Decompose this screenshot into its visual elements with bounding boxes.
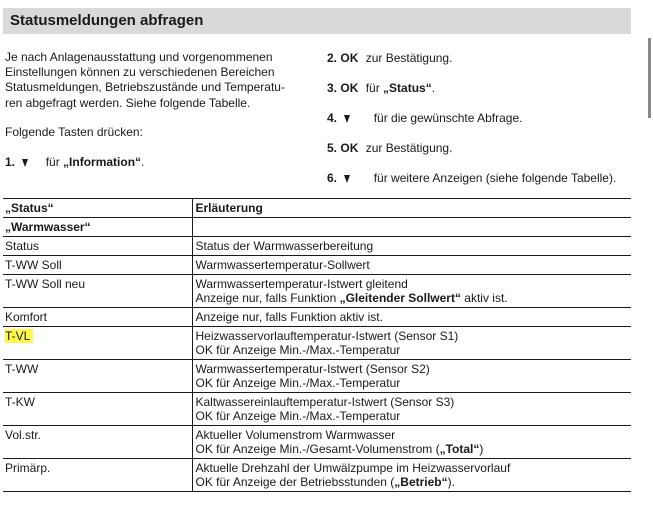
table-row bbox=[3, 256, 631, 275]
status-explanation bbox=[192, 327, 631, 360]
ok-key: OK bbox=[340, 81, 359, 95]
status-explanation bbox=[192, 256, 631, 275]
column-header-status: „Status“ bbox=[3, 199, 192, 218]
explanation-text: OK für Anzeige der Betriebsstunden ( bbox=[195, 475, 395, 489]
step-number: 2. bbox=[327, 51, 338, 65]
page-title: Statusmeldungen abfragen bbox=[10, 12, 204, 29]
explanation-line bbox=[196, 291, 630, 305]
step-number: 3. bbox=[327, 81, 338, 95]
step-post: . bbox=[141, 155, 145, 169]
explanation-text: ). bbox=[447, 475, 455, 489]
section-header-bar bbox=[3, 8, 631, 34]
explanation-line: OK für Anzeige Min.-/Max.-Temperatur bbox=[195, 376, 401, 390]
table-row bbox=[3, 360, 631, 393]
section-label: „Warmwasser“ bbox=[3, 218, 192, 237]
table-row bbox=[3, 237, 631, 256]
explanation-line: Warmwassertemperatur-Istwert (Sensor S2) bbox=[195, 362, 430, 376]
step-bold: „Information“ bbox=[63, 155, 142, 169]
step-number: 6. bbox=[327, 171, 338, 185]
step-text: für die gewünschte Abfrage. bbox=[373, 111, 523, 125]
keys-intro: Folgende Tasten drücken: bbox=[5, 125, 143, 139]
explanation-bold: „Betrieb“ bbox=[394, 475, 448, 489]
step-number: 1. bbox=[5, 155, 16, 169]
explanation-line: Status der Warmwasserbereitung bbox=[195, 239, 374, 253]
status-explanation bbox=[192, 393, 631, 426]
step-post: . bbox=[431, 81, 436, 95]
intro-line: Statusmeldungen, Betriebszustände und Temperatu- bbox=[5, 80, 285, 95]
step-text: zur Bestätigung. bbox=[365, 51, 453, 65]
column-header-explanation: Erläuterung bbox=[192, 199, 631, 218]
intro-paragraph bbox=[5, 50, 305, 111]
table-header-row bbox=[3, 199, 631, 218]
table-row bbox=[3, 426, 631, 459]
ok-key: OK bbox=[340, 141, 359, 155]
status-name: T-WW bbox=[3, 360, 192, 393]
explanation-line: Aktuelle Drehzahl der Umwälzpumpe im Heizwasservorlauf bbox=[195, 461, 511, 475]
empty-cell bbox=[192, 218, 631, 237]
highlighted-status-name: T-VL bbox=[5, 329, 33, 343]
step-text: für bbox=[45, 155, 64, 169]
status-name: Status bbox=[3, 237, 192, 256]
intro-line: ren abgefragt werden. Siehe folgende Tabelle. bbox=[5, 95, 251, 110]
step-bold: „Status“ bbox=[383, 81, 432, 95]
explanation-line bbox=[196, 475, 630, 489]
ok-key: OK bbox=[340, 51, 359, 65]
arrow-down-icon bbox=[344, 175, 350, 183]
status-explanation bbox=[192, 237, 631, 256]
step-1 bbox=[5, 155, 144, 169]
explanation-line: Warmwassertemperatur-Sollwert bbox=[195, 258, 370, 272]
explanation-text: Anzeige nur, falls Funktion bbox=[195, 291, 340, 305]
explanation-bold: „Total“ bbox=[439, 442, 480, 456]
step-6 bbox=[327, 171, 616, 185]
status-explanation bbox=[192, 360, 631, 393]
step-5 bbox=[327, 141, 452, 155]
arrow-down-icon bbox=[22, 159, 28, 167]
explanation-line: Anzeige nur, falls Funktion aktiv ist. bbox=[195, 310, 383, 324]
status-explanation bbox=[192, 426, 631, 459]
step-4 bbox=[327, 111, 522, 125]
step-3 bbox=[327, 81, 435, 95]
explanation-line: Heizwasservorlauftemperatur-Istwert (Sensor S1) bbox=[195, 329, 459, 343]
status-explanation bbox=[192, 308, 631, 327]
intro-line: Je nach Anlagenausstattung und vorgenommenen bbox=[5, 50, 273, 64]
margin-rule bbox=[648, 38, 651, 118]
explanation-bold: „Gleitender Sollwert“ bbox=[339, 291, 461, 305]
step-number: 5. bbox=[327, 141, 338, 155]
status-name bbox=[3, 327, 192, 360]
status-table bbox=[3, 198, 631, 492]
explanation-text: OK für Anzeige Min.-/Gesamt-Volumenstrom ( bbox=[195, 442, 440, 456]
table-row bbox=[3, 275, 631, 308]
status-name: Primärp. bbox=[3, 459, 192, 492]
status-explanation bbox=[192, 275, 631, 308]
status-name: Vol.str. bbox=[3, 426, 192, 459]
explanation-text: ) bbox=[479, 442, 484, 456]
explanation-line bbox=[196, 442, 630, 456]
explanation-text: aktiv ist. bbox=[460, 291, 508, 305]
status-explanation bbox=[192, 459, 631, 492]
step-text: zur Bestätigung. bbox=[365, 141, 453, 155]
step-number: 4. bbox=[327, 111, 338, 125]
step-2 bbox=[327, 51, 452, 65]
explanation-line: Aktueller Volumenstrom Warmwasser bbox=[195, 428, 396, 442]
status-name: T-WW Soll bbox=[3, 256, 192, 275]
intro-line: Einstellungen können zu verschiedenen Bereichen bbox=[5, 65, 275, 80]
step-text: für bbox=[365, 81, 384, 95]
section-row bbox=[3, 218, 631, 237]
table-row bbox=[3, 327, 631, 360]
explanation-line: Kaltwassereinlauftemperatur-Istwert (Sensor S3) bbox=[195, 395, 455, 409]
table-row bbox=[3, 308, 631, 327]
status-name: T-WW Soll neu bbox=[3, 275, 192, 308]
table-row bbox=[3, 459, 631, 492]
status-name: T-KW bbox=[3, 393, 192, 426]
table-row bbox=[3, 393, 631, 426]
explanation-line: OK für Anzeige Min.-/Max.-Temperatur bbox=[195, 409, 401, 423]
status-name: Komfort bbox=[3, 308, 192, 327]
arrow-down-icon bbox=[344, 115, 350, 123]
explanation-line: Warmwassertemperatur-Istwert gleitend bbox=[195, 277, 408, 291]
explanation-line: OK für Anzeige Min.-/Max.-Temperatur bbox=[195, 343, 401, 357]
step-text: für weitere Anzeigen (siehe folgende Tabelle). bbox=[373, 171, 617, 185]
